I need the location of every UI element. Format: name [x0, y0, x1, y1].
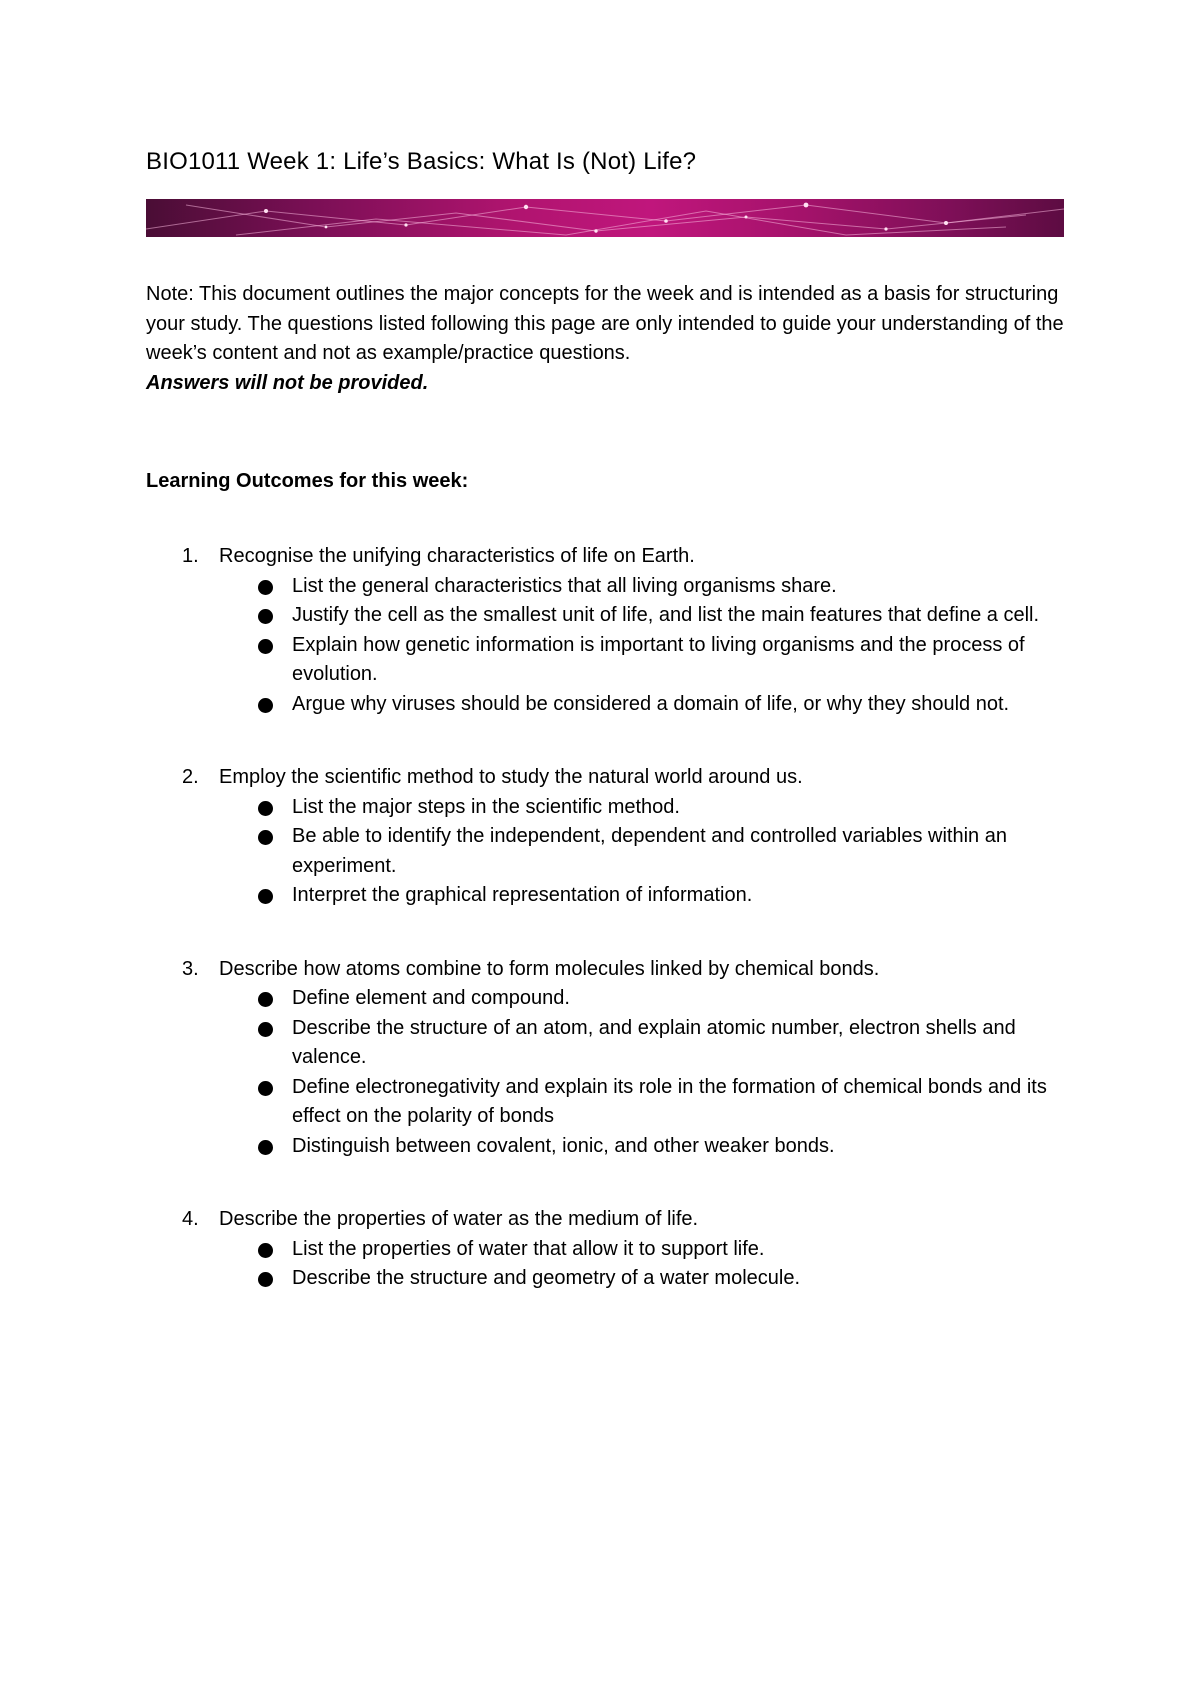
outcome-heading — [146, 1205, 1076, 1235]
note-emphasis: Answers will not be provided. — [146, 371, 429, 394]
outcome-point-text: Define electronegativity and explain its role in the formation of chemical bonds and its effect on the polarity of bonds — [292, 1075, 1047, 1127]
outcome-point — [146, 631, 1076, 690]
outcome-number: 2. — [182, 766, 199, 788]
outcome-item — [146, 763, 1076, 911]
outcome-point-text: Distinguish between covalent, ionic, and other weaker bonds. — [292, 1134, 835, 1157]
outcome-text: Describe how atoms combine to form molecules linked by chemical bonds. — [219, 957, 880, 980]
outcome-point-text: Explain how genetic information is important to living organisms and the process of evolution. — [292, 633, 1025, 685]
outcome-point-text: Be able to identify the independent, dependent and controlled variables within an experiment. — [292, 825, 1007, 877]
outcome-text: Employ the scientific method to study the natural world around us. — [219, 766, 803, 788]
outcome-item — [146, 1205, 1076, 1294]
bullet-icon — [258, 1243, 273, 1258]
outcome-point-text: Describe the structure of an atom, and explain atomic number, electron shells and valence. — [292, 1016, 1016, 1068]
bullet-icon — [258, 580, 273, 595]
outcome-point-text: Argue why viruses should be considered a domain of life, or why they should not. — [292, 692, 1010, 715]
outcome-point — [146, 1073, 1076, 1132]
outcome-point-text: List the general characteristics that all living organisms share. — [292, 574, 837, 597]
note-text: Note: This document outlines the major concepts for the week and is intended as a basis for structuring your study. The questions listed following this page are only intended to guide your understanding of the week’s content and not as example/practice questions. — [146, 283, 1064, 364]
outcome-point-text: Describe the structure and geometry of a water molecule. — [292, 1267, 801, 1289]
outcome-number: 1. — [182, 545, 199, 567]
document-title: BIO1011 Week 1: Life’s Basics: What Is (Not) Life? — [146, 148, 697, 175]
outcome-item — [146, 955, 1076, 1162]
outcome-text: Recognise the unifying characteristics of life on Earth. — [219, 545, 695, 567]
outcome-point — [146, 690, 1076, 720]
outcome-point — [146, 984, 1076, 1014]
outcome-point-text: List the major steps in the scientific method. — [292, 795, 680, 818]
outcome-item — [146, 542, 1076, 719]
outcome-point — [146, 601, 1076, 631]
learning-outcomes-list — [146, 542, 1076, 1294]
outcome-point — [146, 1132, 1076, 1162]
bullet-icon — [258, 992, 273, 1007]
outcome-point — [146, 1235, 1076, 1265]
outcome-point — [146, 572, 1076, 602]
outcome-point — [146, 793, 1076, 823]
header-banner-image — [146, 199, 1064, 237]
outcome-heading — [146, 763, 1076, 793]
outcome-number: 3. — [182, 957, 199, 980]
outcome-point — [146, 1264, 1076, 1294]
bullet-icon — [258, 698, 273, 713]
bullet-icon — [258, 1022, 273, 1037]
outcome-point-text: Define element and compound. — [292, 987, 570, 1009]
outcome-heading — [146, 542, 1076, 572]
outcome-point — [146, 1014, 1076, 1073]
bullet-icon — [258, 639, 273, 654]
outcome-number: 4. — [182, 1208, 199, 1230]
outcome-point — [146, 822, 1076, 881]
outcome-text: Describe the properties of water as the medium of life. — [219, 1208, 699, 1230]
outcome-heading — [146, 955, 1076, 985]
bullet-icon — [258, 801, 273, 816]
bullet-icon — [258, 1081, 273, 1096]
outcome-point — [146, 881, 1076, 911]
outcome-point-text: Interpret the graphical representation of information. — [292, 884, 753, 906]
bullet-icon — [258, 1140, 273, 1155]
study-note — [146, 280, 1076, 398]
bullet-icon — [258, 1272, 273, 1287]
banner-graphic — [146, 199, 1064, 237]
bullet-icon — [258, 889, 273, 904]
bullet-icon — [258, 830, 273, 845]
outcome-point-text: List the properties of water that allow it to support life. — [292, 1237, 765, 1260]
learning-outcomes-heading: Learning Outcomes for this week: — [146, 470, 469, 492]
outcome-point-text: Justify the cell as the smallest unit of life, and list the main features that define a cell. — [292, 604, 1040, 626]
bullet-icon — [258, 609, 273, 624]
